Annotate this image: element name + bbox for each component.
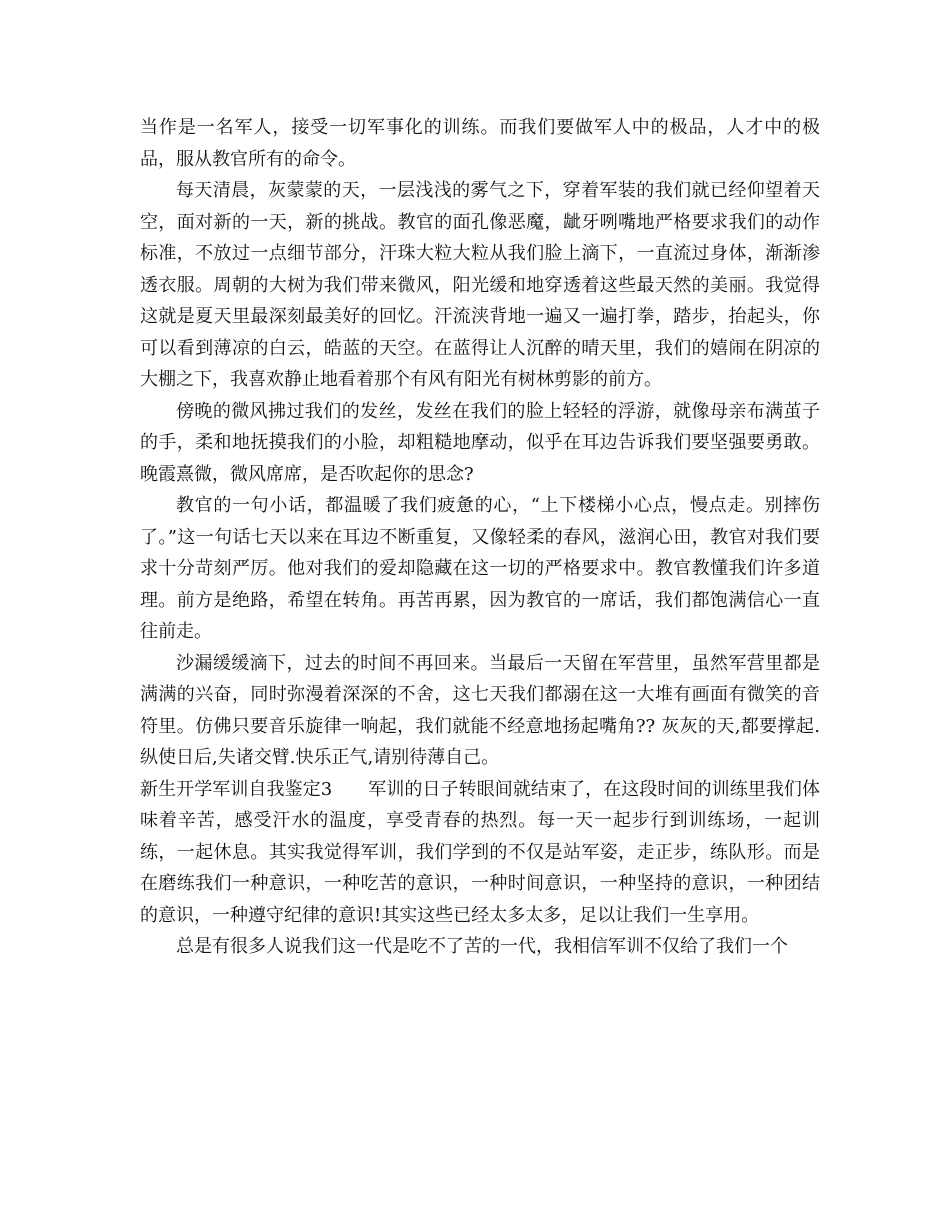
paragraph-4: 教官的一句小话，都温暖了我们疲惫的心，“上下楼梯小心点，慢点走。别摔伤了。”这一句话七天以来在耳边不断重复，又像轻柔的春风，滋润心田，教官对我们要求十分苛刻严厉。他对我们的爱却隐藏在这一切的严格要求中。教官教懂我们许多道理。前方是绝路，希望在转角。再苦再累，因为教官的一席话，我们都饱满信心一直往前走。 <box>140 495 820 642</box>
document-body <box>140 112 820 963</box>
paragraph-6 <box>140 774 820 932</box>
paragraph-3: 傍晚的微风拂过我们的发丝，发丝在我们的脸上轻轻的浮游，就像母亲布满茧子的手，柔和地抚摸我们的小脸，却粗糙地摩动，似乎在耳边告诉我们要坚强要勇敢。晚霞熹微，微风席席，是否吹起你的思念? <box>140 400 820 485</box>
paragraph-1: 当作是一名军人，接受一切军事化的训练。而我们要做军人中的极品，人才中的极品，服从教官所有的命令。 <box>140 117 820 170</box>
paragraph-2: 每天清晨，灰蒙蒙的天，一层浅浅的雾气之下，穿着军装的我们就已经仰望着天空，面对新的一天，新的挑战。教官的面孔像恶魔，龇牙咧嘴地严格要求我们的动作标准，不放过一点细节部分，汗珠大粒大粒从我们脸上滴下，一直流过身体，渐渐渗透衣服。周朝的大树为我们带来微风，阳光缓和地穿透着这些最天然的美丽。我觉得这就是夏天里最深刻最美好的回忆。汗流浃背地一遍又一遍打拳，踏步，抬起头，你可以看到薄凉的白云，皓蓝的天空。在蓝得让人沉醉的晴天里，我们的嬉闹在阴凉的大棚之下，我喜欢静止地看着那个有风有阳光有树林剪影的前方。 <box>140 180 820 390</box>
paragraph-7: 总是有很多人说我们这一代是吃不了苦的一代，我相信军训不仅给了我们一个 <box>176 936 788 957</box>
section-heading: 新生开学军训自我鉴定3 <box>140 778 333 800</box>
paragraph-6-text: 军训的日子转眼间就结束了，在这段时间的训练里我们体味着辛苦，感受汗水的温度，享受青春的热烈。每一天一起步行到训练场，一起训练，一起休息。其实我觉得军训，我们学到的不仅是站军姿，走正步，练队形。而是在磨练我们一种意识，一种吃苦的意识，一种时间意识，一种坚持的意识，一种团结的意识，一种遵守纪律的意识!其实这些已经太多太多，足以让我们一生享用。 <box>140 778 821 926</box>
paragraph-5: 沙漏缓缓滴下，过去的时间不再回来。当最后一天留在军营里，虽然军营里都是满满的兴奋，同时弥漫着深深的不舍，这七天我们都溺在这一大堆有画面有微笑的音符里。仿佛只要音乐旋律一响起，我们就能不经意地扬起嘴角?? 灰灰的天,都要撑起.纵使日后,失诸交臂.快乐正气,请别待薄自己。 <box>140 652 820 768</box>
